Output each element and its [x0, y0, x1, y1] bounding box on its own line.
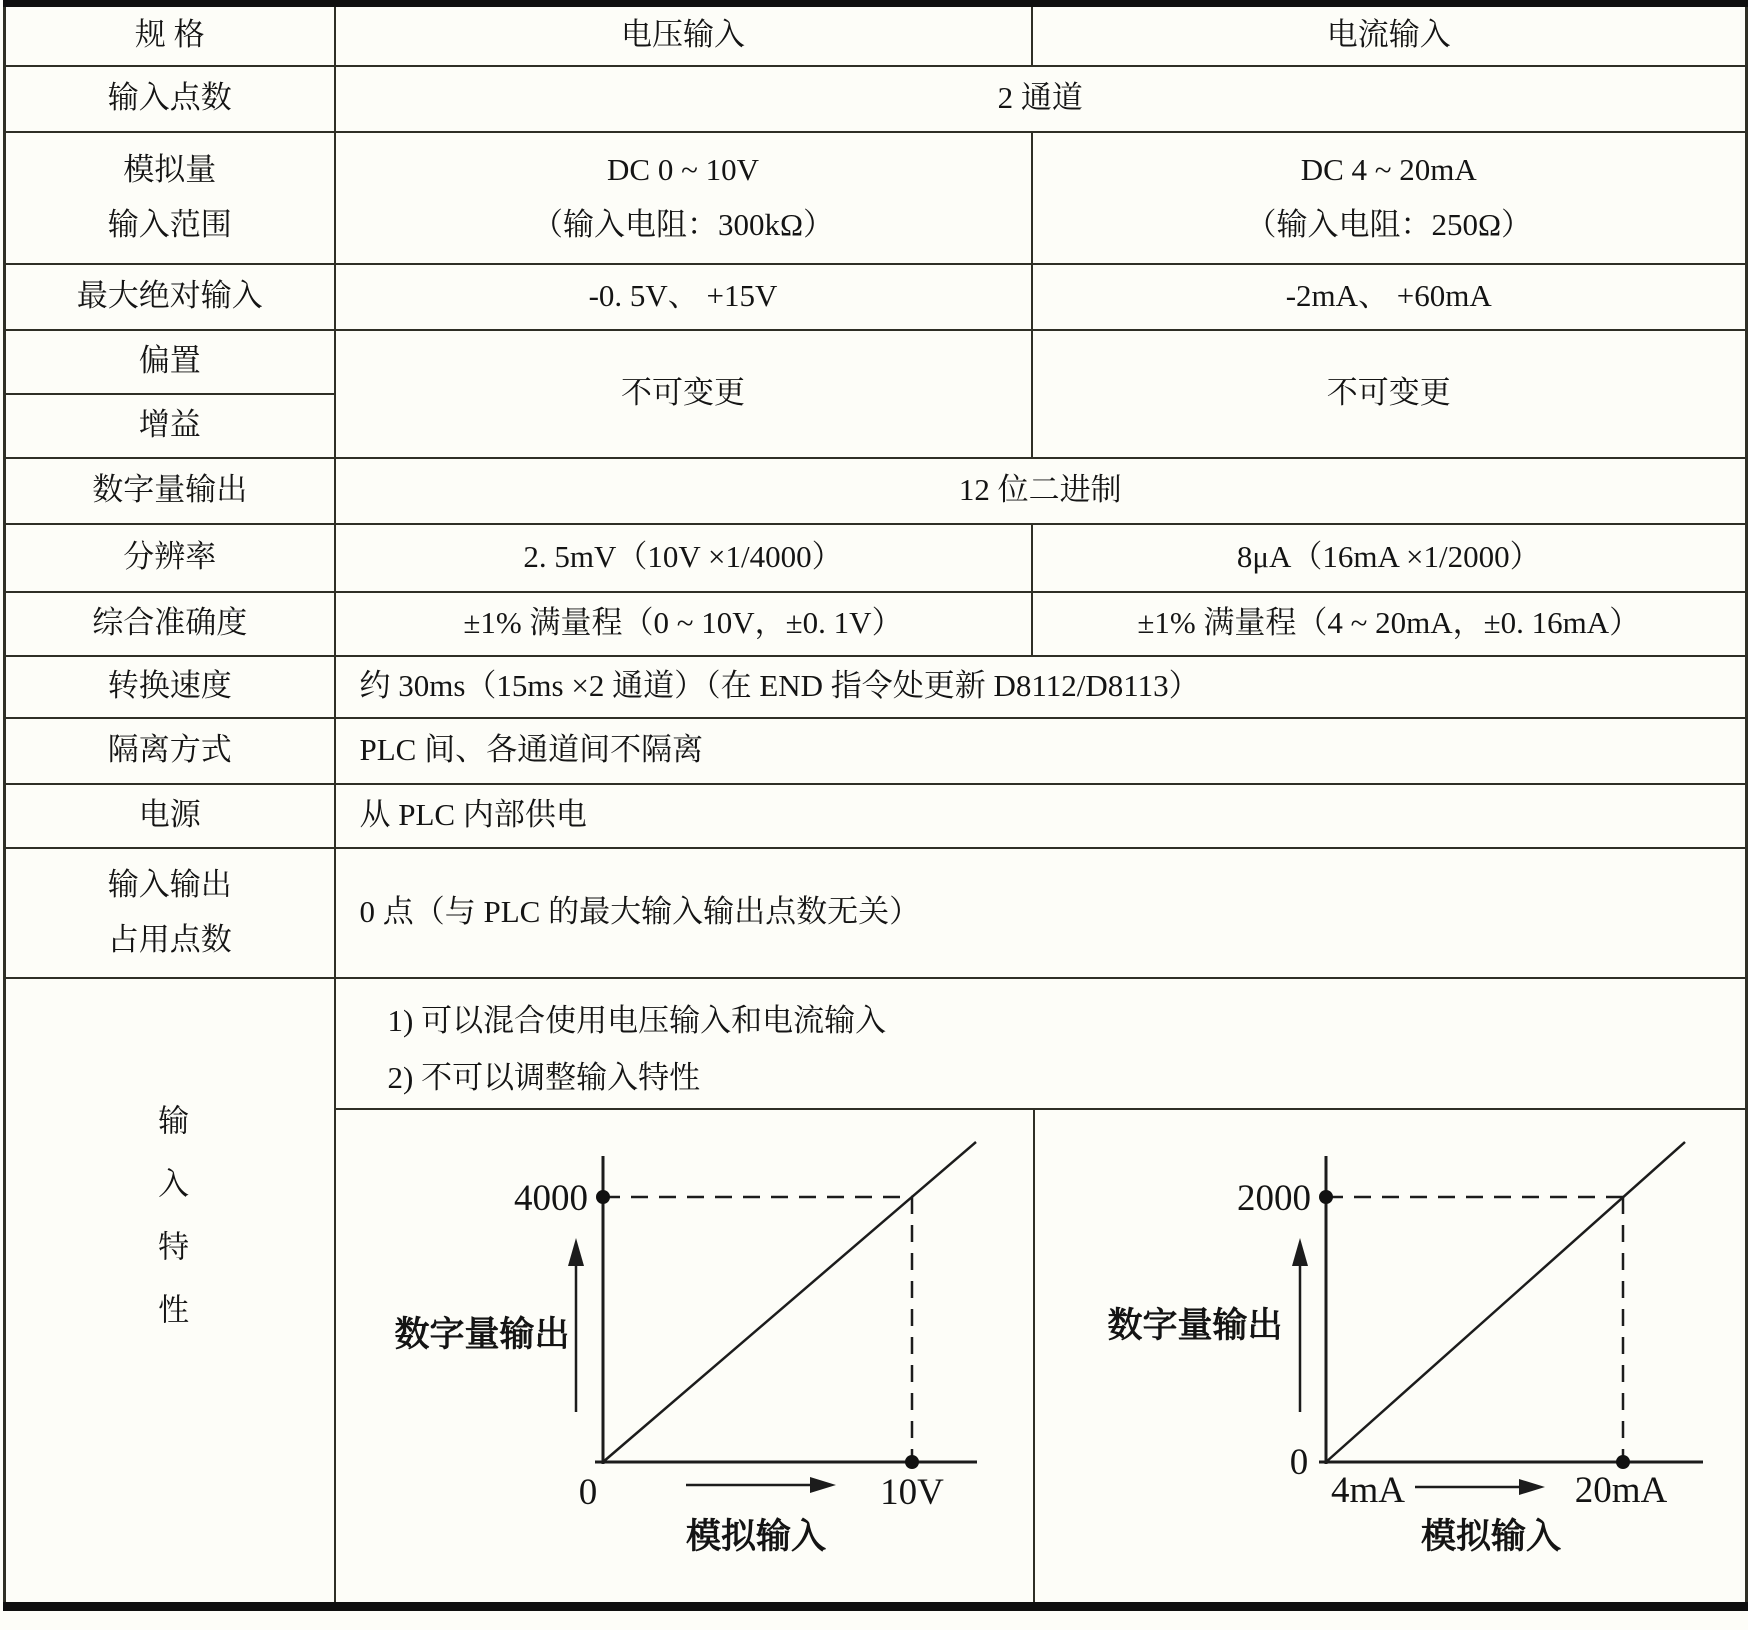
digital-output-label: 数字量输出	[5, 458, 335, 524]
voltage-point-4000	[596, 1190, 610, 1204]
characteristics-note-1: 1) 可以混合使用电压输入和电流输入	[387, 1003, 887, 1039]
right-arrow-icon	[686, 1477, 836, 1493]
current-point-2000	[1319, 1190, 1333, 1204]
conversion-speed-value: 约 30ms（15ms ×2 通道）（在 END 指令处更新 D8112/D8113）	[335, 656, 1747, 718]
current-xtick-4ma: 4mA	[1330, 1469, 1405, 1511]
row-offset	[5, 330, 1747, 394]
input-points-value: 2 通道	[335, 66, 1747, 132]
io-points-label-line2: 占用点数	[107, 921, 232, 957]
header-row	[5, 4, 1747, 66]
gain-label: 增益	[5, 394, 335, 458]
row-max-absolute	[5, 264, 1747, 330]
offset-label: 偏置	[5, 330, 335, 394]
characteristics-note-2: 2) 不可以调整输入特性	[387, 1060, 701, 1095]
current-graph-cell	[1035, 1110, 1748, 1602]
resolution-voltage: 2. 5mV（10V ×1/4000）	[335, 524, 1032, 592]
analog-range-voltage-line2: （输入电阻：300kΩ）	[531, 206, 835, 242]
accuracy-label: 综合准确度	[5, 592, 335, 656]
row-io-points	[5, 848, 1747, 978]
input-characteristics-label-cell	[5, 978, 335, 1607]
header-current-input: 电流输入	[1032, 4, 1747, 66]
offset-gain-voltage-value: 不可变更	[335, 330, 1032, 458]
max-absolute-current: -2mA、 +60mA	[1032, 264, 1747, 330]
current-xlabel: 模拟输入	[1420, 1516, 1561, 1556]
analog-range-label-line2: 输入范围	[107, 206, 232, 242]
characteristic-graphs	[336, 1110, 1746, 1602]
up-arrow-icon	[568, 1238, 584, 1412]
input-characteristics-label: 输入特性	[153, 1104, 189, 1357]
current-characteristic-graph	[1035, 1110, 1748, 1600]
row-analog-range	[5, 132, 1747, 264]
analog-range-current	[1032, 132, 1747, 264]
header-spec: 规 格	[5, 4, 335, 66]
current-origin-label: 0	[1289, 1441, 1308, 1483]
current-point-20ma	[1616, 1455, 1630, 1469]
resolution-current: 8μA（16mA ×1/2000）	[1032, 524, 1747, 592]
header-voltage-input: 电压输入	[335, 4, 1032, 66]
row-power	[5, 784, 1747, 848]
voltage-xlabel: 模拟输入	[685, 1516, 826, 1556]
accuracy-current: ±1% 满量程（4 ~ 20mA，±0. 16mA）	[1032, 592, 1747, 656]
voltage-characteristic-graph	[336, 1110, 1033, 1600]
analog-range-current-line1: DC 4 ~ 20mA	[1300, 151, 1477, 187]
row-accuracy	[5, 592, 1747, 656]
accuracy-voltage: ±1% 满量程（0 ~ 10V，±0. 1V）	[335, 592, 1032, 656]
digital-output-value: 12 位二进制	[335, 458, 1747, 524]
max-absolute-voltage: -0. 5V、 +15V	[335, 264, 1032, 330]
conversion-speed-label: 转换速度	[5, 656, 335, 718]
input-points-label: 输入点数	[5, 66, 335, 132]
isolation-value: PLC 间、各通道间不隔离	[335, 718, 1747, 784]
spec-table	[3, 0, 1748, 1611]
row-digital-output	[5, 458, 1747, 524]
voltage-point-10v	[905, 1455, 919, 1469]
current-xtick-20ma: 20mA	[1574, 1469, 1667, 1511]
row-conversion-speed	[5, 656, 1747, 718]
power-label: 电源	[5, 784, 335, 848]
row-isolation	[5, 718, 1747, 784]
right-arrow-icon	[1415, 1479, 1545, 1495]
row-input-points	[5, 66, 1747, 132]
voltage-xtick-10v: 10V	[879, 1471, 944, 1513]
offset-gain-current-value: 不可变更	[1032, 330, 1747, 458]
io-points-label-line1: 输入输出	[107, 866, 232, 902]
voltage-ylabel: 数字量输出	[393, 1314, 570, 1354]
analog-range-current-line2: （输入电阻：250Ω）	[1245, 206, 1533, 242]
voltage-ytick-4000: 4000	[513, 1177, 588, 1219]
current-response-line	[1326, 1142, 1685, 1462]
voltage-graph-cell	[336, 1110, 1035, 1602]
io-points-label	[5, 848, 335, 978]
voltage-response-line	[603, 1142, 976, 1462]
characteristics-notes	[336, 979, 1746, 1110]
max-absolute-label: 最大绝对输入	[5, 264, 335, 330]
isolation-label: 隔离方式	[5, 718, 335, 784]
row-input-characteristics	[5, 978, 1747, 1607]
analog-range-label-line1: 模拟量	[123, 151, 217, 187]
power-value: 从 PLC 内部供电	[335, 784, 1747, 848]
up-arrow-icon	[1292, 1238, 1308, 1412]
analog-range-label	[5, 132, 335, 264]
resolution-label: 分辨率	[5, 524, 335, 592]
io-points-value: 0 点（与 PLC 的最大输入输出点数无关）	[335, 848, 1747, 978]
analog-range-voltage	[335, 132, 1032, 264]
row-resolution	[5, 524, 1747, 592]
analog-range-voltage-line1: DC 0 ~ 10V	[607, 151, 759, 187]
voltage-origin-label: 0	[578, 1471, 597, 1513]
input-characteristics-content	[335, 978, 1747, 1607]
current-ytick-2000: 2000	[1236, 1177, 1311, 1219]
current-ylabel: 数字量输出	[1106, 1305, 1283, 1345]
